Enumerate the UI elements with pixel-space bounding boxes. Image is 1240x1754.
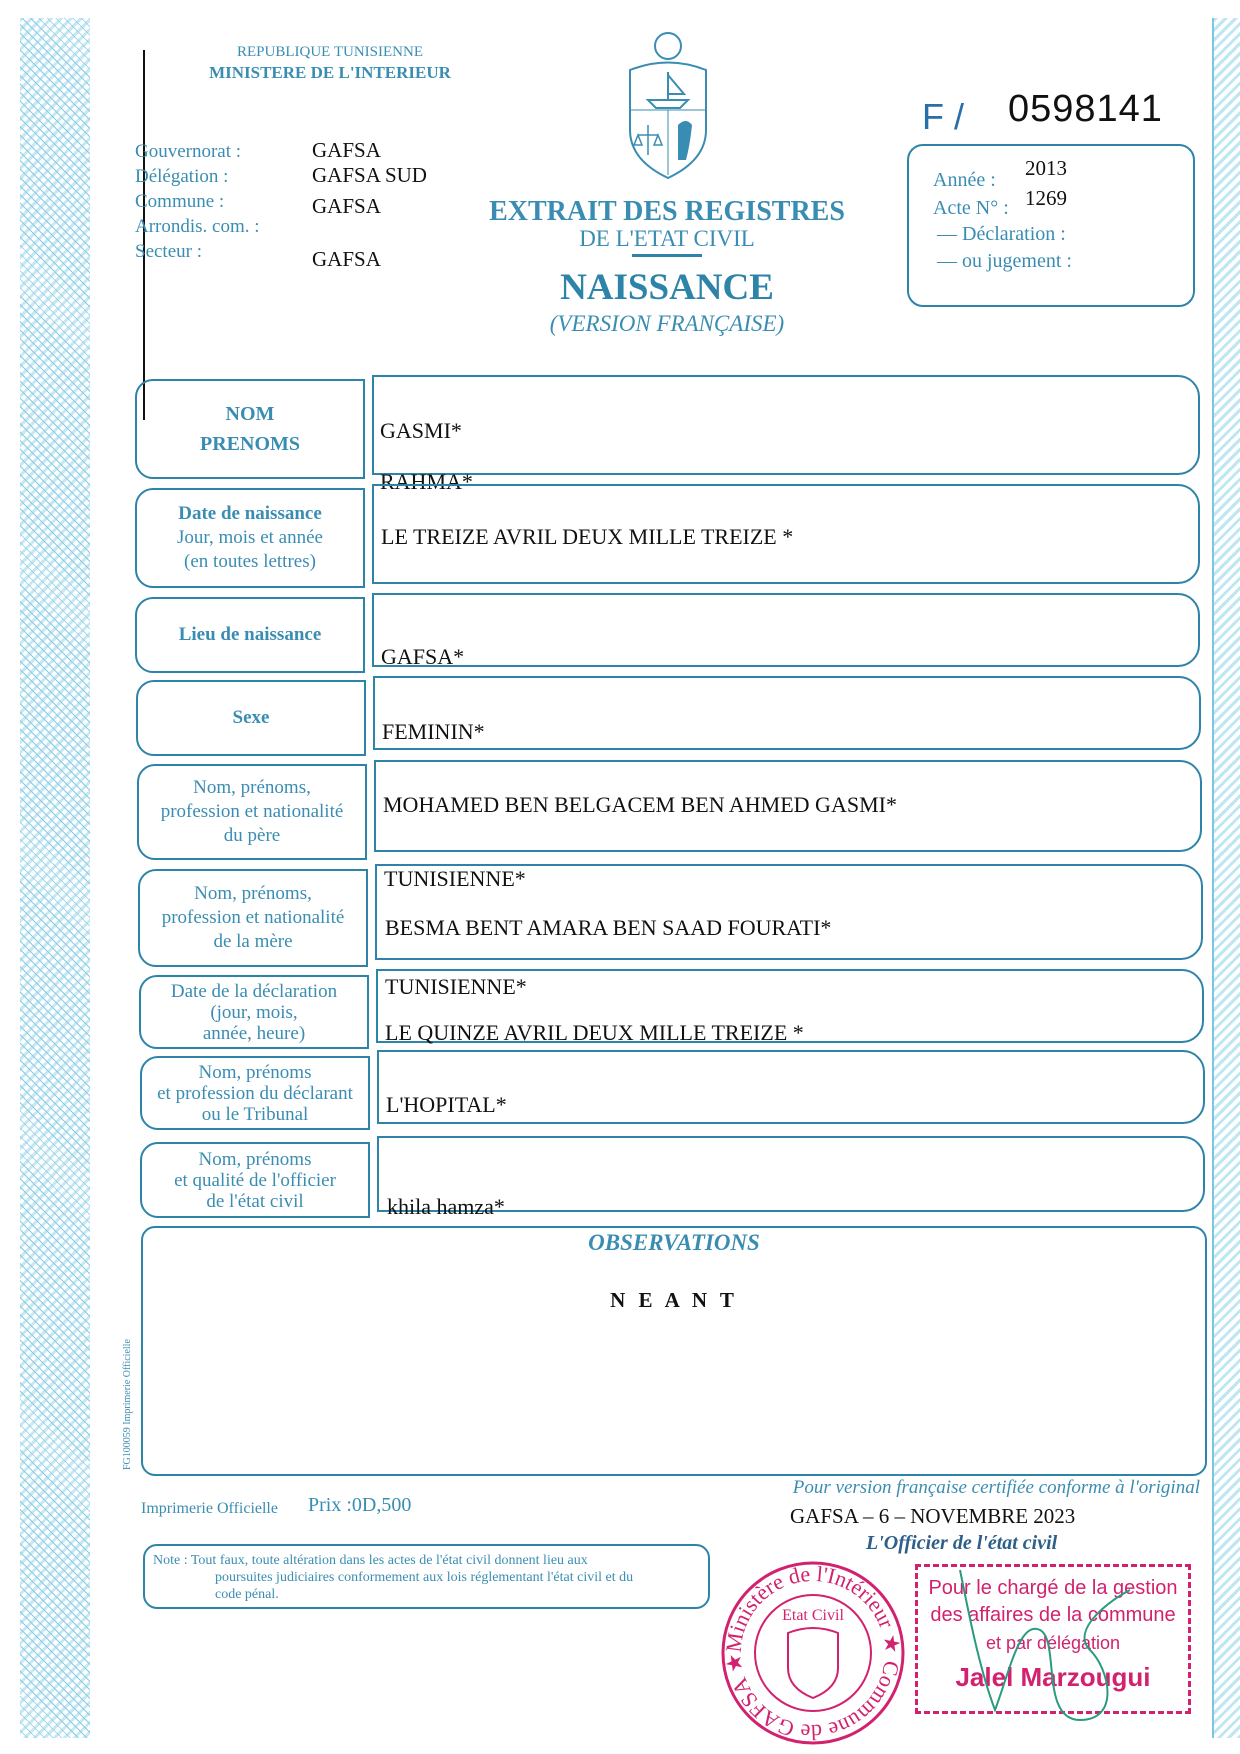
declaration-date-label-2: (jour, mois,	[210, 1001, 298, 1023]
officer-label-1: Nom, prénoms	[198, 1148, 312, 1170]
delegation-label: Délégation :	[135, 166, 229, 187]
year-value: 2013	[1025, 156, 1067, 180]
delegation-value: GAFSA SUD	[312, 163, 427, 187]
declarant-label-2: et profession du déclarant	[157, 1082, 353, 1104]
sex-label: Sexe	[232, 707, 270, 728]
birthdate-sublabel: Jour, mois et année	[177, 527, 323, 548]
father-label-box	[137, 764, 367, 860]
commune-label: Commune :	[135, 191, 225, 212]
certified-label: Pour version française certifiée conforme à l'original	[792, 1477, 1200, 1498]
officer-label-3: de l'état civil	[206, 1190, 304, 1212]
document-type: NAISSANCE	[560, 267, 774, 308]
title-line1: EXTRAIT DES REGISTRES	[489, 196, 845, 227]
birthdate-value: LE TREIZE AVRIL DEUX MILLE TREIZE *	[381, 524, 794, 549]
father-label-2: profession et nationalité	[160, 801, 344, 822]
price-label: Prix :0D,500	[308, 1494, 412, 1516]
seal-ring-text: Ministère de l'Intérieur ★ Commune de GAFSA ★	[720, 1560, 906, 1746]
observations-value: N E A N T	[610, 1288, 738, 1312]
father-nationality-value: TUNISIENNE*	[384, 866, 526, 891]
mother-label-box	[138, 869, 368, 967]
surname-value: GASMI*	[380, 418, 462, 443]
firstname-value: RAHMA*	[380, 469, 473, 494]
mother-nationality-value: TUNISIENNE*	[385, 974, 527, 999]
officer-label-2: et qualité de l'officier	[174, 1169, 336, 1191]
republic-label: REPUBLIQUE TUNISIENNE	[237, 44, 423, 60]
signature	[940, 1560, 1140, 1740]
birthplace-value-box	[372, 593, 1200, 667]
declarant-value: L'HOPITAL*	[386, 1092, 507, 1117]
governorate-value: GAFSA	[312, 138, 381, 162]
observations-title: OBSERVATIONS	[588, 1230, 760, 1255]
governorate-label: Gouvernorat :	[135, 141, 242, 162]
seal-emblem-icon	[788, 1628, 838, 1698]
version-label: (VERSION FRANÇAISE)	[549, 311, 785, 336]
title-divider	[632, 254, 702, 257]
mother-label-2: profession et nationalité	[161, 907, 345, 928]
printer-label: Imprimerie Officielle	[141, 1500, 278, 1517]
birthplace-value: GAFSA*	[381, 644, 465, 669]
officer-title: L'Officier de l'état civil	[866, 1532, 1058, 1554]
acte-number-value: 1269	[1025, 186, 1067, 210]
birthdate-label: Date de naissance	[178, 503, 322, 524]
declaration-date-label-box	[139, 975, 369, 1049]
tunisia-emblem-icon	[618, 30, 718, 180]
birthplace-label-box	[135, 597, 365, 673]
acte-box	[907, 144, 1195, 307]
sector-label: Secteur :	[135, 241, 203, 262]
sex-value-box	[373, 676, 1201, 750]
side-print-code: FG100059 Imprimerie Officielle	[122, 1339, 133, 1470]
firstnames-label: PRENOMS	[200, 433, 300, 455]
observations-box	[141, 1226, 1207, 1476]
sex-label-box	[136, 680, 366, 756]
guilloche-border-left	[20, 18, 90, 1738]
birthplace-label: Lieu de naissance	[178, 624, 322, 645]
stamp-line3: et par délégation	[985, 1633, 1121, 1653]
name-value-box	[372, 375, 1200, 475]
place-date: GAFSA – 6 – NOVEMBRE 2023	[790, 1504, 1076, 1528]
declarant-label-1: Nom, prénoms	[198, 1061, 312, 1083]
sector-value: GAFSA	[312, 247, 381, 271]
declaration-label: — Déclaration :	[937, 223, 1066, 245]
title-line2: DE L'ETAT CIVIL	[579, 226, 755, 251]
declaration-date-label-1: Date de la déclaration	[170, 980, 338, 1002]
name-label: NOM	[225, 403, 275, 425]
mother-label-1: Nom, prénoms,	[194, 883, 312, 904]
ministry-label: MINISTERE DE L'INTERIEUR	[209, 63, 451, 82]
legal-note-line1: Note : Tout faux, toute altération dans les actes de l'état civil donnent lieu aux	[153, 1553, 588, 1568]
commune-seal-stamp	[718, 1558, 908, 1748]
year-label: Année :	[933, 169, 996, 191]
officer-value: khila hamza*	[387, 1194, 505, 1219]
sex-value: FEMININ*	[382, 719, 485, 744]
mother-label-3: de la mère	[213, 931, 293, 952]
stamp-line1: Pour le chargé de la gestion	[928, 1577, 1178, 1599]
officer-label-box	[140, 1142, 370, 1218]
mother-value-box	[375, 864, 1203, 960]
legal-note-line3: code pénal.	[215, 1587, 279, 1602]
stamp-name: Jalel Marzougui	[955, 1662, 1151, 1692]
legal-note-box	[143, 1544, 710, 1609]
legal-note-line2: poursuites judiciaires conformement aux lois réglementant l'état civil et du	[215, 1570, 634, 1585]
serial-number: 0598141	[1008, 88, 1163, 130]
father-label-1: Nom, prénoms,	[193, 777, 311, 798]
birthdate-sublabel2: (en toutes lettres)	[184, 551, 316, 572]
declaration-date-value: LE QUINZE AVRIL DEUX MILLE TREIZE *	[385, 1020, 804, 1045]
declarant-label-box	[140, 1056, 370, 1130]
arrondissement-label: Arrondis. com. :	[135, 216, 260, 237]
stamp-line2: des affaires de la commune	[930, 1604, 1176, 1626]
seal-inner-text: Etat Civil	[782, 1607, 844, 1624]
birthdate-label-box	[135, 488, 365, 588]
guilloche-border-right	[1212, 18, 1240, 1738]
declaration-date-label-3: année, heure)	[202, 1022, 306, 1044]
serial-prefix: F /	[922, 96, 964, 137]
judgment-label: — ou jugement :	[937, 250, 1072, 272]
declarant-label-3: ou le Tribunal	[201, 1103, 309, 1125]
name-label-box	[135, 379, 365, 479]
mother-name-value: BESMA BENT AMARA BEN SAAD FOURATI*	[385, 915, 832, 940]
father-label-3: du père	[223, 825, 281, 846]
commune-value: GAFSA	[312, 194, 381, 218]
acte-number-label: Acte N° :	[933, 197, 1009, 219]
father-name-value: MOHAMED BEN BELGACEM BEN AHMED GASMI*	[383, 792, 897, 817]
